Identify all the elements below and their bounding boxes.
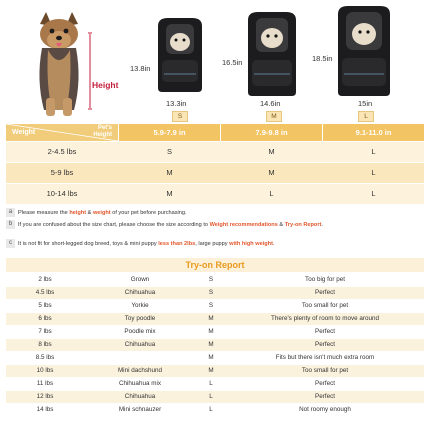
report-breed [84, 352, 196, 364]
backpack-icon [334, 4, 394, 96]
column-header: 5.9-7.9 in [119, 124, 220, 141]
bag-small [154, 16, 206, 92]
report-weight: 11 lbs [36, 380, 54, 387]
report-weight: 5 lbs [38, 302, 52, 309]
report-row [6, 404, 424, 416]
bag-large-size-tag: L [358, 111, 374, 122]
report-row [6, 365, 424, 377]
size-cell: L [371, 189, 376, 198]
report-result: Too small for pet [301, 367, 349, 374]
column-header: 7.9-9.8 in [221, 124, 322, 141]
report-breed: Mini schnauzer [118, 406, 162, 413]
report-breed: Toy poodle [124, 315, 156, 322]
note-a [6, 208, 424, 217]
note-highlight: weight [92, 209, 111, 216]
report-size: L [209, 380, 213, 387]
bag-medium [244, 10, 300, 96]
report-breed: Chihuahua [124, 289, 156, 296]
bag-medium-width: 14.6in [260, 99, 281, 108]
bag-large-width: 15in [358, 99, 373, 108]
note-c [6, 239, 424, 248]
purchase-notes [6, 208, 424, 252]
product-illustration [0, 0, 430, 122]
report-weight: 10 lbs [36, 367, 54, 374]
weight-cell: 5-9 lbs [50, 168, 74, 177]
report-row [6, 274, 424, 286]
size-chart-header [6, 124, 424, 141]
note-text: It is not fit for short-legged dog breed, toys & mini puppy [18, 240, 159, 247]
bag-large-height: 18.5in [312, 54, 333, 63]
report-row [6, 287, 424, 299]
weight-cell: 10-14 lbs [46, 189, 78, 198]
weight-header-label: Weight [12, 129, 36, 136]
report-breed: Poodle mix [124, 328, 156, 335]
report-result: There's plenty of room to move around [271, 315, 379, 322]
size-chart-row [6, 142, 424, 162]
report-breed: Mini dachshund [117, 367, 163, 374]
note-text: of your pet before purchasing. [110, 209, 187, 216]
report-result: Perfect [315, 328, 335, 335]
report-weight: 8.5 lbs [35, 354, 55, 361]
yorkie-dog-image [24, 10, 94, 118]
report-size: M [208, 328, 214, 335]
bag-small-height: 13.8in [130, 64, 151, 73]
report-weight: 4.5 lbs [35, 289, 55, 296]
report-result: Not roomy enough [299, 406, 351, 413]
pet-height-header-label: Pet's Height [93, 125, 112, 138]
bag-small-width: 13.3in [166, 99, 187, 108]
report-size: M [208, 341, 214, 348]
report-breed: Chihuahua [124, 393, 156, 400]
size-chart-row [6, 184, 424, 204]
note-key: c [6, 239, 15, 248]
report-row [6, 391, 424, 403]
size-cell: M [268, 147, 275, 156]
report-breed: Yorkie [131, 302, 149, 309]
report-size: S [208, 302, 214, 309]
report-breed: Grown [130, 276, 150, 283]
backpack-icon [244, 10, 300, 96]
report-weight: 7 lbs [38, 328, 52, 335]
note-highlight: Weight recommendations [209, 221, 278, 228]
note-highlight: less than 2lbs [158, 240, 196, 247]
report-breed: Chihuahua mix [118, 380, 161, 387]
report-size: L [209, 406, 213, 413]
size-cell: M [166, 168, 173, 177]
report-result: Perfect [315, 380, 335, 387]
report-result: Fits but there isn't much extra room [275, 354, 375, 361]
note-text: If you are confused about the size chart, please choose the size according to [18, 221, 210, 228]
height-label: Height [92, 80, 119, 90]
report-weight: 14 lbs [36, 406, 54, 413]
report-weight: 12 lbs [36, 393, 54, 400]
size-cell: L [371, 147, 376, 156]
report-size: M [208, 354, 214, 361]
note-key: b [6, 220, 15, 229]
size-chart-row [6, 163, 424, 183]
weight-cell: 2-4.5 lbs [47, 147, 77, 156]
report-row [6, 300, 424, 312]
report-row [6, 326, 424, 338]
note-highlight: height [69, 209, 87, 216]
size-cell: S [166, 147, 172, 156]
height-arrow-icon [88, 32, 92, 110]
note-highlight: with high weight [229, 240, 273, 247]
report-size: M [208, 367, 214, 374]
report-size: S [208, 276, 214, 283]
bag-small-size-tag: S [172, 111, 188, 122]
report-result: Perfect [315, 393, 335, 400]
report-result: Too big for pet [305, 276, 345, 283]
size-chart [6, 124, 424, 204]
size-cell: M [268, 168, 275, 177]
size-cell: M [166, 189, 173, 198]
report-row [6, 378, 424, 390]
report-row [6, 313, 424, 325]
try-on-report [6, 258, 424, 430]
report-title: Try-on Report [6, 258, 424, 272]
note-key: a [6, 208, 15, 217]
note-text: & [86, 209, 93, 216]
report-size: M [208, 315, 214, 322]
report-weight: 6 lbs [38, 315, 52, 322]
column-header: 9.1-11.0 in [323, 124, 424, 141]
note-text: . [321, 221, 323, 228]
report-breed: Chihuahua [124, 341, 156, 348]
report-size: L [209, 393, 213, 400]
bag-medium-size-tag: M [266, 111, 282, 122]
size-chart-corner [6, 124, 118, 141]
note-text: Please measure the [18, 209, 70, 216]
report-size: S [208, 289, 214, 296]
report-weight: 8 lbs [38, 341, 52, 348]
report-weight: 2 lbs [38, 276, 52, 283]
report-result: Too small for pet [301, 302, 349, 309]
note-b [6, 220, 424, 229]
note-highlight: Try-on Report [284, 221, 322, 228]
size-cell: L [269, 189, 274, 198]
note-text: & [277, 221, 285, 228]
report-row [6, 352, 424, 364]
note-text: , large puppy [195, 240, 230, 247]
backpack-icon [154, 16, 206, 92]
report-row [6, 339, 424, 351]
report-result: Perfect [315, 341, 335, 348]
bag-large [334, 4, 394, 96]
report-result: Perfect [315, 289, 335, 296]
bag-medium-height: 16.5in [222, 58, 243, 67]
size-cell: L [371, 168, 376, 177]
note-text: . [272, 240, 275, 247]
